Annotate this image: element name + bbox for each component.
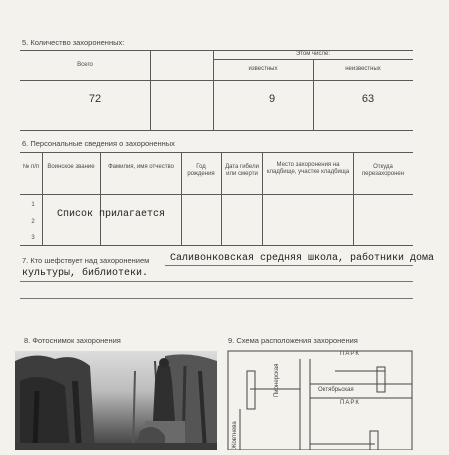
park-label-mid: ПАРК [340, 400, 360, 406]
table5-bottom-border [20, 130, 413, 131]
patron-line-1: Саливонковская средняя школа, работники дома [170, 253, 435, 264]
burial-photo-image [15, 351, 217, 450]
section-6-title: 6. Персональные сведения о захороненных [22, 139, 175, 148]
of-them-header: Этом числе: [295, 51, 331, 57]
section-9-title: 9. Схема расположения захоронения [228, 336, 358, 345]
col-origin-header: Откуда перезахоронен [361, 164, 405, 177]
col-place-header: Место захоронения на кладбище, участке кладбища [266, 162, 350, 175]
table5-divider-2 [213, 50, 214, 130]
street-label-vertical-2: Жовтнева [232, 421, 238, 449]
patron-underline-3 [20, 298, 413, 299]
section-5-title: 5. Количество захороненных: [22, 38, 125, 47]
total-header: Всего [77, 62, 93, 68]
patron-line-2: культуры, библиотеки. [22, 268, 149, 279]
row-number-3: 3 [31, 235, 35, 241]
table6-divider-5 [262, 152, 263, 245]
col-death-header: Дата гибели или смерти [225, 164, 259, 177]
table6-top-border [20, 152, 413, 153]
park-label-top: ПАРК [340, 351, 360, 357]
table5-divider-1 [150, 50, 151, 130]
col-name-header: Фамилия, имя отчество [108, 164, 174, 170]
section-7-label: 7. Кто шефствует над захоронением [22, 256, 150, 265]
known-header: известных [248, 66, 278, 72]
col-rank-header: Воинское звание [47, 164, 95, 170]
table5-header-bottom [20, 80, 413, 81]
col-birth-header: Год рождения [187, 164, 215, 177]
table6-divider-1 [42, 152, 43, 245]
row-number-1: 1 [31, 202, 35, 208]
table6-header-bottom [20, 194, 413, 195]
list-attached-note: Список прилагается [57, 209, 166, 220]
table6-divider-3 [181, 152, 182, 245]
known-value: 9 [268, 93, 276, 105]
section-8-title: 8. Фотоснимок захоронения [24, 336, 121, 345]
location-scheme-drawing [225, 349, 415, 450]
street-label-horizontal: Октябрьская [318, 387, 354, 393]
table6-bottom-border [20, 245, 413, 246]
table6-divider-6 [353, 152, 354, 245]
unknown-value: 63 [361, 93, 375, 105]
patron-underline-1 [165, 265, 413, 266]
patron-underline-2 [20, 281, 413, 282]
total-value: 72 [88, 93, 102, 105]
location-scheme [225, 349, 415, 450]
burial-photo [15, 351, 217, 450]
row-number-2: 2 [31, 219, 35, 225]
unknown-header: неизвестных [345, 66, 381, 72]
table6-divider-2 [100, 152, 101, 245]
street-label-vertical-1: Пионерская [274, 363, 280, 397]
col-num-header: № п/п [22, 164, 40, 170]
